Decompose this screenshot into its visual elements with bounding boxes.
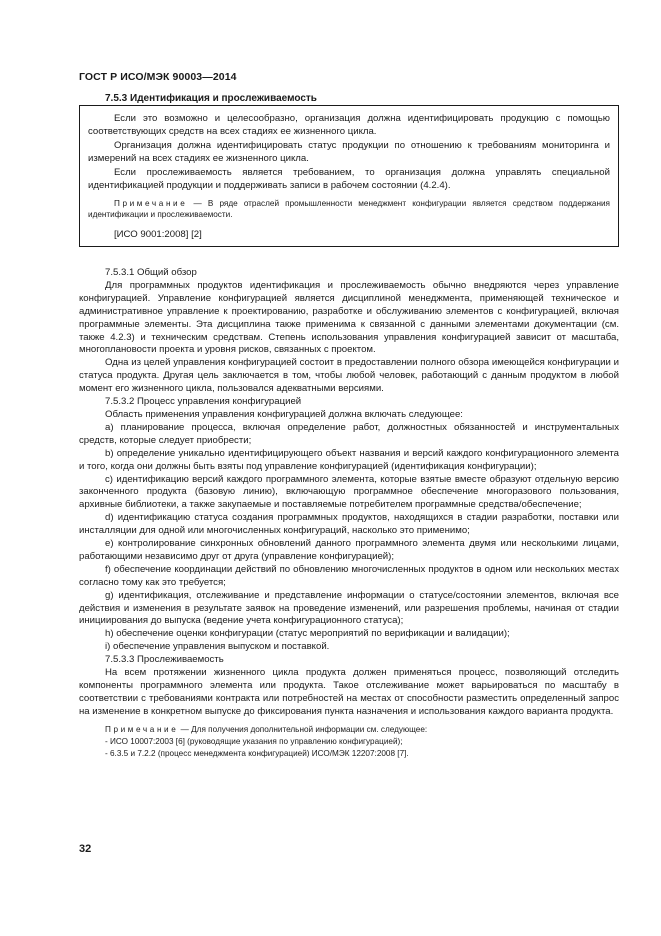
requirement-paragraph: Организация должна идентифицировать статус продукции по отношению к требованиям мониторинга и измерений на всех стадиях ее жизненного цикла. [88, 139, 610, 165]
list-item: g) идентификация, отслеживание и представление информации о статусе/состоянии элементов, включая все действия и изменения в результате заявок на проведение изменений, или разрешения проблемы, начиная от стадии инициирования до выпуска (ведение учета конфигурационного статуса); [79, 589, 619, 627]
requirement-reference: [ИСО 9001:2008] [2] [114, 229, 202, 241]
note-text: — Для получения дополнительной информации см. следующее: [178, 724, 428, 734]
requirement-paragraph: Если это возможно и целесообразно, организация должна идентифицировать продукцию с помощью соответствующих средств на всех стадиях ее жизненного цикла. [88, 113, 610, 138]
list-item: c) идентификацию версий каждого программного элемента, которые взятые вместе образуют отдельную версию законченного продукта (базовую линию), включающую программное обеспечение многоразового пользования, архивные библиотеки, а также закупаемые и поставляемые потребителем программные средства/обеспечение; [79, 473, 619, 511]
subsection-title: 7.5.3.2 Процесс управления конфигурацией [105, 396, 302, 408]
requirement-note [88, 198, 610, 220]
list-item: e) контролирование синхронных обновлений данного программного элемента двумя или несколькими лицами, работающими независимо друг от друга (управление конфигурацией); [79, 538, 619, 562]
paragraph: На всем протяжении жизненного цикла продукта должен применяться процесс, позволяющий отследить компоненты программного элемента или продукта. Такое отслеживание может варьироваться по масштабу в соответствии с требованиями контракта или потребностей на местах от способности разместить определенный запрос на изменение в конкретном выпуске до фиксирования пункта назначения и использования каждого варианта продукта. [79, 667, 619, 717]
note-text: — В ряде отраслей промышленности менеджмент конфигурации является средством поддержания идентификации и прослеживаемости. [88, 199, 610, 220]
note-block [79, 724, 619, 760]
section-title: 7.5.3 Идентификация и прослеживаемость [105, 93, 317, 104]
subsection-title: 7.5.3.3 Прослеживаемость [105, 654, 224, 666]
list-item: а) планирование процесса, включая определение работ, должностных обязанностей и инструментальных средств, которые следует приобрести; [79, 421, 619, 446]
list-item: f) обеспечение координации действий по обновлению многочисленных продуктов в одном или нескольких местах согласно тому как это требуется; [79, 563, 619, 588]
requirement-box [79, 105, 619, 247]
list-item: i) обеспечение управления выпуском и поставкой. [105, 641, 330, 653]
requirement-paragraph: Если прослеживаемость является требованием, то организация должна управлять специальной идентификацией продукции и поддерживать записи в рабочем состоянии (4.2.4). [88, 166, 610, 192]
page-number: 32 [79, 843, 92, 855]
list-item: d) идентификацию статуса создания программных продуктов, находящихся в стадии разработки, поставки или инсталляции для одной или многочисленных конфигураций, насколько это применимо; [79, 512, 619, 537]
body-text [79, 267, 619, 760]
note-item: - 6.3.5 и 7.2.2 (процесс менеджмента конфигурацией) ИСО/МЭК 12207:2008 [7]. [105, 748, 409, 758]
document-header: ГОСТ Р ИСО/МЭК 90003—2014 [79, 71, 237, 83]
paragraph: Для программных продуктов идентификация и прослеживаемость обычно внедряются через управление конфигурацией. Управление конфигурацией является дисциплиной менеджмента, применяющей техническое и административное управление к проектированию, разработке и обслуживанию элементов с конфигурацией, включая программные элементы. Эта дисциплина также применима к связанной с данными элементами документации (см. также 4.2.3) и техническим средствам. Степень использования управления конфигурацией зависит от масштаба, многоплановости проекта и уровня рисков, связанных с проектом. [79, 279, 619, 356]
paragraph: Область применения управления конфигурацией должна включать следующее: [105, 408, 463, 420]
paragraph: Одна из целей управления конфигурацией состоит в предоставлении полного обзора имеющейся конфигурации и статуса продукта. Другая цель заключается в том, чтобы любой человек, работающий с данным продуктом в любой момент его жизненного цикла, пользовался адекватными версиями. [79, 357, 619, 395]
subsection-title: 7.5.3.1 Общий обзор [105, 267, 197, 278]
list-item: h) обеспечение оценки конфигурации (статус мероприятий по верификации и валидации); [105, 628, 510, 640]
note-label: Примечание [105, 724, 179, 734]
note-line [79, 724, 619, 736]
note-item: - ИСО 10007:2003 [6] (руководящие указания по управлению конфигурацией); [105, 736, 403, 746]
note-label: Примечание [114, 199, 188, 209]
list-item: b) определение уникально идентифицирующего объект названия и версий каждого конфигурационного элемента и того, когда они должны быть взяты под управление конфигурацией (идентификация конфигурации); [79, 447, 619, 472]
